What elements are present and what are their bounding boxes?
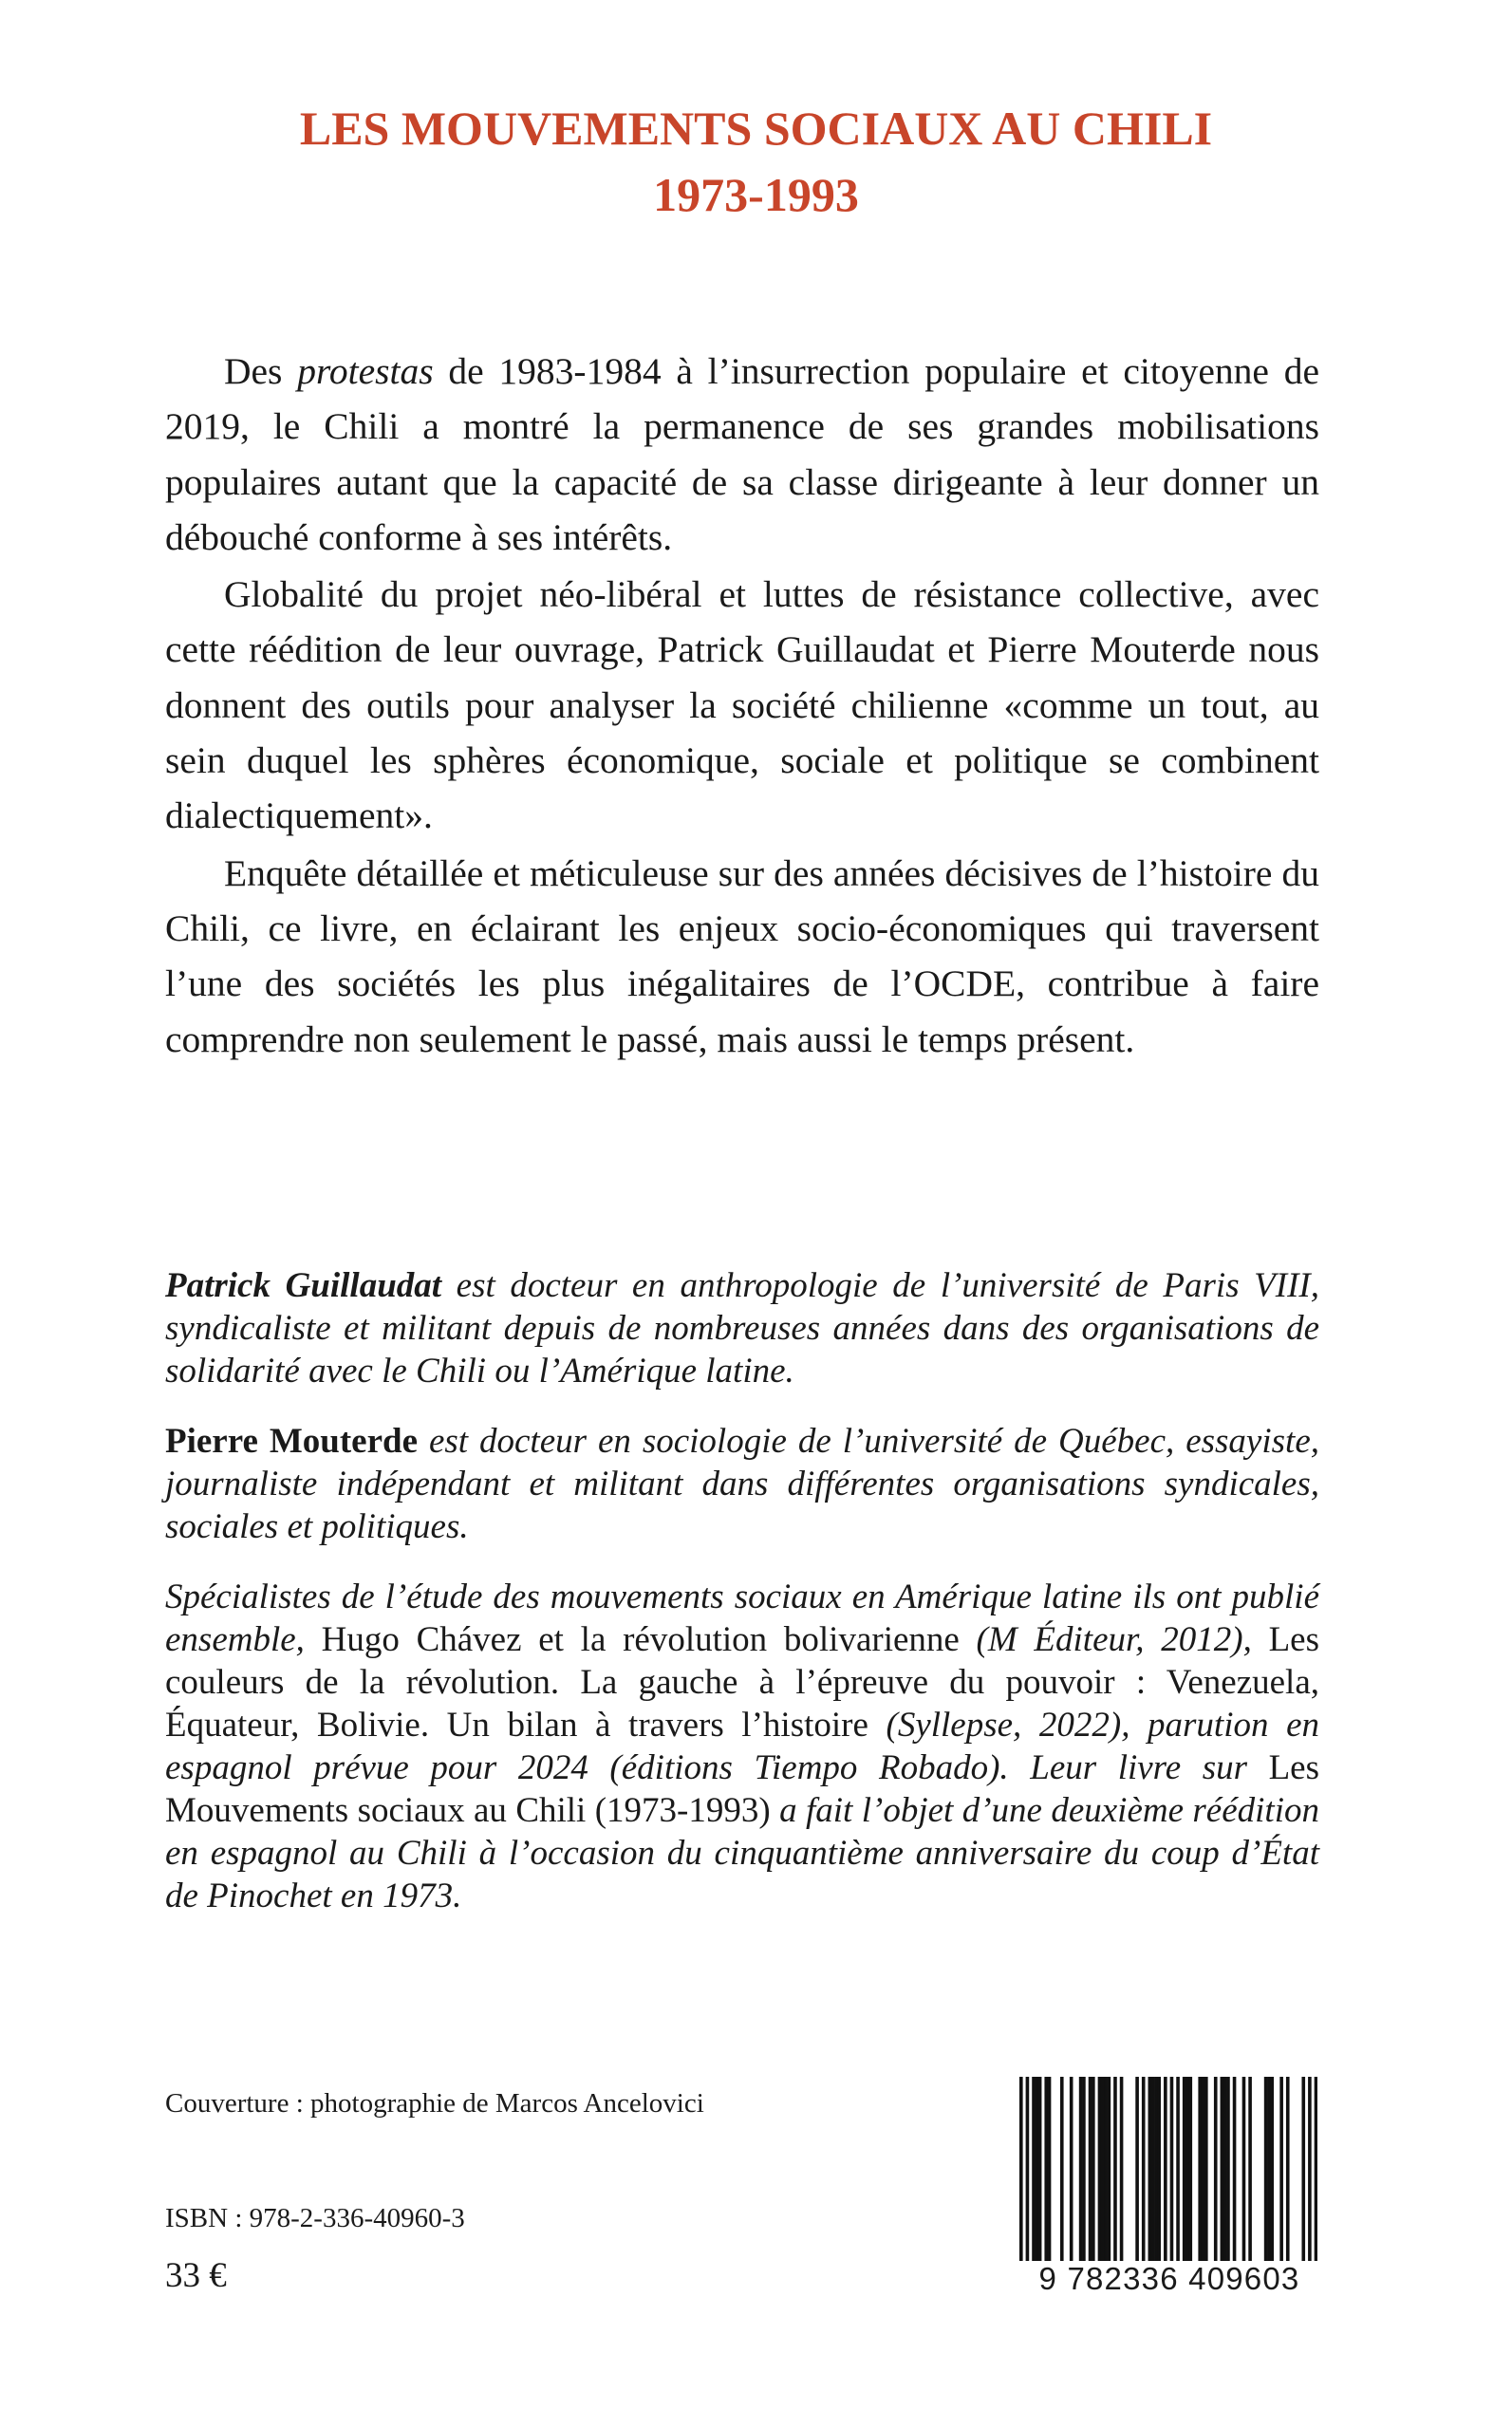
barcode-bar — [1048, 2077, 1052, 2290]
back-cover-blurb — [165, 344, 1319, 1069]
barcode-bar — [1082, 2077, 1086, 2290]
blurb-paragraph-2: Globalité du projet néo-libéral et luttes de résistance collective, avec cette réédition de leur ouvrage, Patrick Guillaudat et Pierre Mouterde nous donnent des outils pour analyser la société chilienne «comme un tout, au sein duquel les sphères économique, sociale et politique se combinent dialectiquement». — [165, 573, 1319, 837]
title-line-2: 1973-1993 — [653, 168, 859, 221]
barcode-bar — [1279, 2077, 1283, 2290]
barcode-image — [1019, 2077, 1317, 2290]
barcode-bar — [1060, 2077, 1064, 2290]
barcode-bar — [1170, 2077, 1174, 2290]
barcode-bars — [1019, 2077, 1317, 2290]
barcode-bar — [1135, 2077, 1139, 2290]
price: 33 € — [165, 2256, 227, 2295]
cover-photo-credit: Couverture : photographie de Marcos Ancelovici — [165, 2088, 704, 2119]
joint-bio-book-title-1: Hugo Chávez et la révolution bolivarienne — [321, 1620, 960, 1659]
barcode-bar — [1044, 2077, 1048, 2290]
barcode-bar — [1248, 2077, 1252, 2290]
barcode-bar — [1019, 2077, 1023, 2290]
barcode-bar — [1198, 2077, 1202, 2290]
blurb-paragraph-3: Enquête détaillée et méticuleuse sur des années décisives de l’histoire du Chili, ce livre, en éclairant les enjeux socio-économiques qui traversent l’une des sociétés les plus inégalitaires de l’OCDE, contribue à faire comprendre non seulement le passé, mais aussi le temps présent. — [165, 851, 1319, 1060]
barcode-bar — [1264, 2077, 1268, 2290]
barcode-bar — [1079, 2077, 1083, 2290]
barcode-bar — [1104, 2077, 1108, 2290]
barcode-bar — [1038, 2077, 1042, 2290]
barcode-bar — [1070, 2077, 1073, 2290]
barcode-bar — [1101, 2077, 1105, 2290]
author-name-guillaudat: Patrick Guillaudat — [165, 1266, 442, 1305]
author-bio-text-guillaudat: est docteur en anthropologie de l’université de Paris VIII, syndicaliste et militant depuis de nombreuses années dans des organisations de solidarité avec le Chili ou l’Amérique latine. — [165, 1266, 1319, 1391]
barcode-bar — [1154, 2077, 1158, 2290]
barcode-bar — [1098, 2077, 1102, 2290]
barcode-bar — [1157, 2077, 1161, 2290]
joint-bio-book-title-2: Les couleurs de la révolution. La gauche à l’épreuve du pouvoir : Venezuela, Équateur, Bolivie. Un bilan à travers l’histoire — [165, 1620, 1319, 1745]
author-bio-text-mouterde: est docteur en sociologie de l’université de Québec, essayiste, journaliste indépendant et militant dans différentes organisations syndicales, sociales et politiques. — [165, 1422, 1319, 1546]
blurb-paragraph-1 — [165, 344, 1319, 565]
barcode-bar — [1092, 2077, 1095, 2290]
barcode-bar — [1185, 2077, 1189, 2290]
barcode-bar — [1142, 2077, 1146, 2290]
barcode-bar — [1315, 2077, 1317, 2290]
author-bio-guillaudat — [165, 1264, 1319, 1392]
barcode-bar — [1214, 2077, 1218, 2290]
isbn: ISBN : 978-2-336-40960-3 — [165, 2203, 465, 2233]
blurb-p1-text-b: de 1983-1984 à l’insurrection populaire et citoyenne de 2019, le Chili a montré la permanence de ses grandes mobilisations populaires autant que la capacité de sa classe dirigeante à leur donner un débouché conforme à ses intérêts. — [165, 350, 1319, 558]
barcode-bar — [1120, 2077, 1124, 2290]
joint-bio-text-a: Spécialistes de l’étude des mouvements sociaux en Amérique latine ils ont publié ensemble, — [165, 1578, 1319, 1659]
authors-joint-bio — [165, 1576, 1319, 1917]
barcode-bar — [1188, 2077, 1192, 2290]
barcode-bar — [1233, 2077, 1237, 2290]
barcode-bar — [1223, 2077, 1227, 2290]
barcode-bar — [1164, 2077, 1167, 2290]
barcode-bar — [1113, 2077, 1117, 2290]
author-name-mouterde: Pierre Mouterde — [165, 1422, 419, 1461]
barcode-bar — [1301, 2077, 1305, 2290]
joint-bio-book-title-3: Les Mouvements sociaux au Chili (1973-1993) — [165, 1748, 1319, 1830]
joint-bio-text-b: (M Éditeur, 2012), — [959, 1620, 1269, 1659]
barcode-bar — [1308, 2077, 1312, 2290]
barcode-bar — [1221, 2077, 1224, 2290]
book-title — [0, 95, 1512, 228]
barcode-bar — [1202, 2077, 1205, 2290]
barcode-bar — [1026, 2077, 1030, 2290]
barcode-digits: 9 782336 409603 — [1019, 2261, 1319, 2297]
author-bio-mouterde — [165, 1420, 1319, 1548]
barcode-bar — [1032, 2077, 1036, 2290]
barcode-bar — [1204, 2077, 1208, 2290]
barcode-bar — [1151, 2077, 1155, 2290]
barcode-bar — [1148, 2077, 1152, 2290]
barcode-bar — [1183, 2077, 1186, 2290]
barcode-bar — [1270, 2077, 1274, 2290]
joint-bio-text-d: a fait l’objet d’une deuxième réédition en espagnol au Chili à l’occasion du cinquantième anniversaire du coup d’État de Pinochet en 1973. — [165, 1791, 1319, 1915]
barcode-bar — [1108, 2077, 1111, 2290]
barcode-bar — [1036, 2077, 1039, 2290]
title-line-1: LES MOUVEMENTS SOCIAUX AU CHILI — [299, 102, 1213, 155]
barcode-bar — [1242, 2077, 1246, 2290]
barcode-bar — [1176, 2077, 1180, 2290]
barcode-bar — [1286, 2077, 1290, 2290]
barcode-bar — [1089, 2077, 1092, 2290]
blurb-p1-italic: protestas — [297, 350, 434, 392]
joint-bio-text-c: (Syllepse, 2022), parution en espagnol prévue pour 2024 (éditions Tiempo Robado). Leur livre sur — [165, 1706, 1319, 1787]
blurb-p1-text-a: Des — [224, 350, 298, 392]
barcode-bar — [1226, 2077, 1230, 2290]
barcode-bar — [1267, 2077, 1271, 2290]
